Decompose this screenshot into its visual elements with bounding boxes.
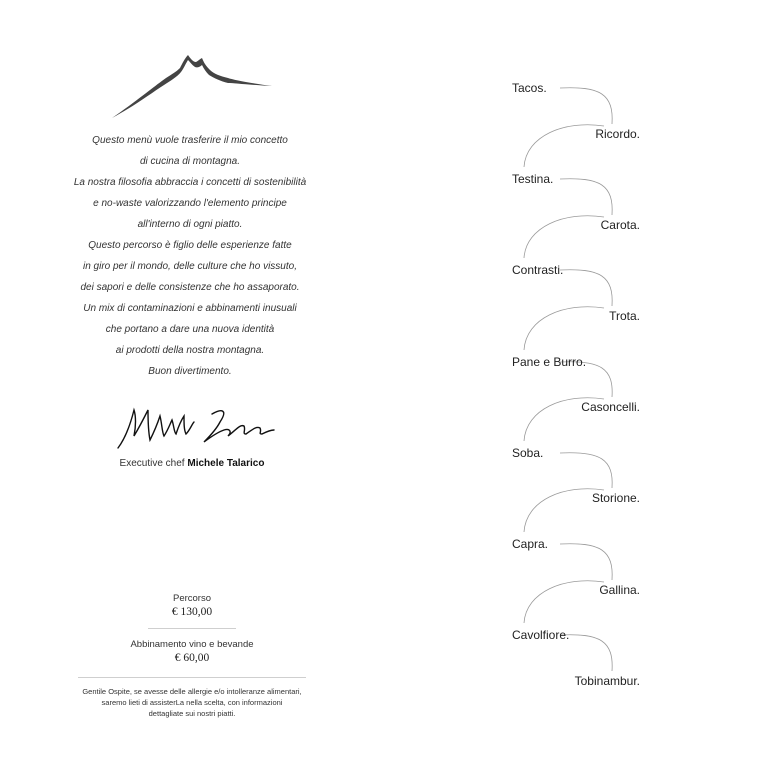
- connector-arc: [560, 544, 612, 580]
- dish-name: Contrasti.: [512, 263, 564, 277]
- intro-line: La nostra filosofia abbraccia i concetti di sostenibilità: [73, 177, 307, 188]
- intro-line: in giro per il mondo, delle culture che ho vissuto,: [82, 261, 297, 272]
- dish-name: Gallina.: [599, 583, 640, 597]
- dish-name: Testina.: [512, 172, 554, 186]
- intro-line: e no-waste valorizzando l'elemento principe: [93, 198, 287, 209]
- intro-line: Un mix di contaminazioni e abbinamenti inusuali: [83, 303, 297, 314]
- dish-name: Tobinambur.: [574, 674, 640, 688]
- dish-name: Cavolfiore.: [512, 628, 570, 642]
- connector-arc: [560, 179, 612, 215]
- dish-name: Trota.: [609, 309, 640, 323]
- intro-line: di cucina di montagna.: [139, 156, 241, 167]
- chef-name: Michele Talarico: [187, 458, 265, 469]
- dish-name: Pane e Burro.: [512, 355, 587, 369]
- price-label: Percorso: [172, 593, 211, 604]
- dish-name: Carota.: [600, 218, 640, 232]
- intro-line: Buon divertimento.: [148, 366, 232, 377]
- intro-line: ai prodotti della nostra montagna.: [115, 345, 265, 356]
- dish-name: Storione.: [591, 491, 640, 505]
- price-value: € 60,00: [174, 652, 210, 664]
- intro-line: che portano a dare una nuova identità: [105, 324, 275, 335]
- dish-name: Ricordo.: [595, 127, 640, 141]
- dish-name: Soba.: [512, 446, 544, 460]
- connector-arc: [524, 581, 604, 623]
- connector-arc: [524, 307, 604, 350]
- dish-name: Casoncelli.: [581, 400, 640, 414]
- intro-line: all'interno di ogni piatto.: [137, 219, 243, 230]
- note-line: dettagliate sui nostri piatti.: [148, 709, 236, 718]
- connector-arc: [524, 125, 604, 167]
- connector-arc: [560, 88, 612, 124]
- intro-line: dei sapori e delle consistenze che ho assaporato.: [80, 282, 300, 293]
- price-value: € 130,00: [171, 606, 213, 618]
- connector-arc: [560, 453, 612, 488]
- chef-title: Executive chef: [119, 458, 185, 469]
- intro-line: Questo menù vuole trasferire il mio concetto: [92, 135, 288, 146]
- note-line: Gentile Ospite, se avesse delle allergie e/o intolleranze alimentari,: [82, 687, 302, 696]
- connector-arc: [524, 216, 604, 258]
- note-line: saremo lieti di assisterLa nella scelta, con informazioni: [101, 698, 283, 707]
- price-label: Abbinamento vino e bevande: [130, 639, 254, 650]
- dish-name: Capra.: [512, 537, 549, 551]
- connector-arc: [560, 270, 612, 306]
- dish-name: Tacos.: [512, 81, 547, 95]
- intro-line: Questo percorso è figlio delle esperienze fatte: [88, 240, 292, 251]
